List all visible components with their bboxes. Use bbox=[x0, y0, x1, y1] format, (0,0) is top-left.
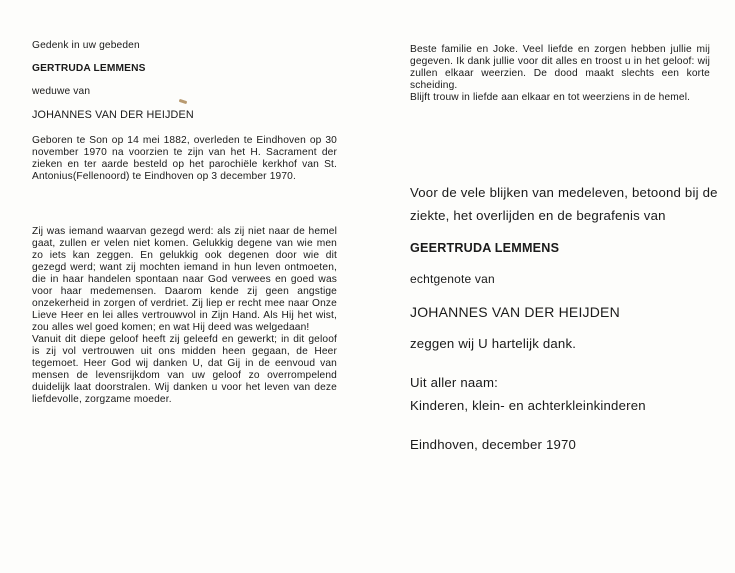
thank-you-column bbox=[410, 181, 720, 456]
faith-paragraph: Vanuit dit diepe geloof heeft zij geleefd en gewerkt; in dit geloof is zij vol vertrouwen uit ons midden heen gegaan, de Heer tegemoet. Heer God wij danken U, dat Gij in de eenvoud van mensen de levensrijkdom van uw geloof zo overrompelend duidelijk laat doorstralen. Wij danken u voor het leven van deze liefdevolle, zorgzame moeder. bbox=[32, 334, 337, 405]
farewell-message: Beste familie en Joke. Veel liefde en zorgen hebben jullie mij gegeven. Ik dank jullie voor dit alles en troost u in het geloof: wij zullen elkaar weerzien. De dood maakt slechts een korte scheiding. bbox=[410, 44, 710, 91]
husband-name: JOHANNES VAN DER HEIJDEN bbox=[32, 109, 194, 121]
tribute-paragraph: Zij was iemand waarvan gezegd werd: als zij niet naar de hemel gaat, zullen er velen niet komen. Gelukkig degene van wie men zo iets kan zeggen. En gelukkig ook degenen door wie dit gezegd werd; want zij mochten iemand in hun leven ontmoeten, die in haar handelen spontaan naar God verwees en goed was voor haar medemensen. Daarom kende zij geen angstige onzekerheid in zorgen of verdriet. Zij liep er recht mee naar Onze Lieve Heer en lei alles vertrouwvol in Zijn Hand. Als Hij het wist, zou alles wel goed komen; en wat Hij deed was welgedaan! bbox=[32, 226, 337, 333]
thanks-intro: Voor de vele blijken van medeleven, betoond bij de ziekte, het overlijden en de begrafenis van bbox=[410, 185, 718, 223]
intro-text: Gedenk in uw gebeden bbox=[32, 40, 140, 51]
thanks-text: zeggen wij U hartelijk dank. bbox=[410, 336, 577, 351]
right-top-column bbox=[410, 44, 710, 104]
birth-death-paragraph: Geboren te Son op 14 mei 1882, overleden te Eindhoven op 30 november 1970 na voorzien te zijn van het H. Sacrament der zieken en ter aarde besteld op het parochiële kerkhof van St. Antonius(Fellenoord) te Eindhoven op 3 december 1970. bbox=[32, 135, 337, 182]
farewell-closing: Blijft trouw in liefde aan elkaar en tot weerziens in de hemel. bbox=[410, 92, 691, 103]
family-text: Kinderen, klein- en achterkleinkinderen bbox=[410, 398, 646, 413]
thanks-husband-name: JOHANNES VAN DER HEIJDEN bbox=[410, 304, 620, 320]
place-date: Eindhoven, december 1970 bbox=[410, 437, 577, 452]
spouse-of-text: echtgenote van bbox=[410, 272, 495, 286]
thanks-deceased-name: GEERTRUDA LEMMENS bbox=[410, 241, 560, 255]
widow-of-text: weduwe van bbox=[32, 86, 91, 97]
deceased-name: GERTRUDA LEMMENS bbox=[32, 63, 146, 74]
on-behalf-text: Uit aller naam: bbox=[410, 375, 499, 390]
left-column bbox=[32, 40, 337, 406]
